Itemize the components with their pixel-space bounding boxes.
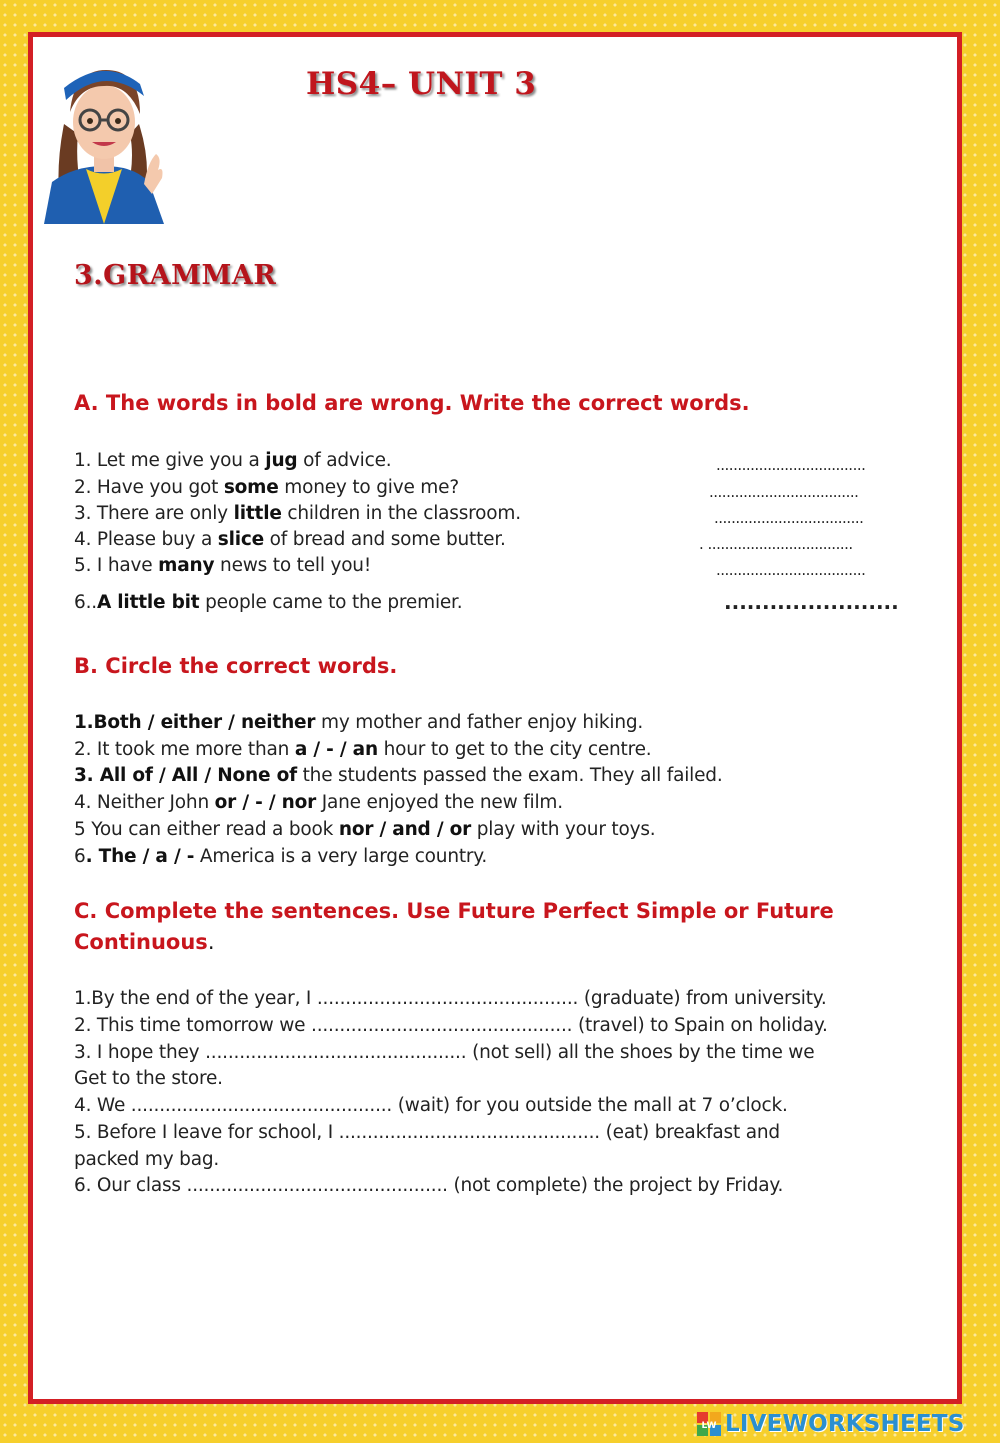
section-c-item-3-cont: Get to the store. <box>74 1068 223 1089</box>
section-b-item-1[interactable]: 1.Both / either / neither my mother and father enjoy hiking. <box>74 712 644 733</box>
answer-blank-a4[interactable]: . .................................. <box>699 535 853 553</box>
section-a-item-2: 2. Have you got some money to give me? <box>74 477 459 498</box>
section-b-item-3[interactable]: 3. All of / All / None of the students passed the exam. They all failed. <box>74 765 723 786</box>
section-title: 3.GRAMMAR <box>74 260 277 291</box>
answer-blank-a2[interactable]: ................................... <box>709 483 859 501</box>
section-a-heading: A. The words in bold are wrong. Write the correct words. <box>74 391 750 415</box>
answer-blank-a6[interactable]: ....................... <box>724 590 899 614</box>
teacher-avatar <box>44 54 164 224</box>
section-b-item-5[interactable]: 5 You can either read a book nor / and / or play with your toys. <box>74 819 656 840</box>
section-c-item-6[interactable]: 6. Our class .............................................. (not complete) the project by Friday. <box>74 1175 784 1196</box>
section-b-item-6[interactable]: 6. The / a / - America is a very large country. <box>74 846 488 867</box>
section-a-item-1: 1. Let me give you a jug of advice. <box>74 450 392 471</box>
svg-text:LW: LW <box>701 1421 717 1431</box>
section-a-item-3: 3. There are only little children in the classroom. <box>74 503 521 524</box>
liveworksheets-badge-icon <box>697 1412 721 1436</box>
section-b-heading: B. Circle the correct words. <box>74 654 398 678</box>
section-c-item-5[interactable]: 5. Before I leave for school, I .............................................. (eat) breakfast and <box>74 1122 780 1143</box>
section-a-item-4: 4. Please buy a slice of bread and some butter. <box>74 529 506 550</box>
liveworksheets-logo <box>697 1410 964 1438</box>
section-a-item-6: 6..A little bit people came to the premier. <box>74 592 463 613</box>
section-b-item-4[interactable]: 4. Neither John or / - / nor Jane enjoyed the new film. <box>74 792 563 813</box>
section-c-item-3[interactable]: 3. I hope they .............................................. (not sell) all the shoes by the time we <box>74 1042 815 1063</box>
answer-blank-a5[interactable]: ................................... <box>716 561 866 579</box>
section-c-item-4[interactable]: 4. We .............................................. (wait) for you outside the mall at 7 o’clock. <box>74 1095 788 1116</box>
worksheet-title: HS4– UNIT 3 <box>306 66 537 102</box>
section-b-item-2[interactable]: 2. It took me more than a / - / an hour to get to the city centre. <box>74 739 652 760</box>
liveworksheets-brand: LIVEWORKSHEETS <box>725 1411 965 1437</box>
answer-blank-a1[interactable]: ................................... <box>716 456 866 474</box>
section-c-item-2[interactable]: 2. This time tomorrow we .............................................. (travel) to Spain on holiday. <box>74 1015 828 1036</box>
section-c-item-5-cont: packed my bag. <box>74 1149 220 1170</box>
section-c-heading: C. Complete the sentences. Use Future Perfect Simple or Future Continuous. <box>74 899 834 954</box>
section-c-item-1[interactable]: 1.By the end of the year, I .............................................. (graduate) from university. <box>74 988 827 1009</box>
section-a-item-5: 5. I have many news to tell you! <box>74 555 372 576</box>
answer-blank-a3[interactable]: ................................... <box>714 509 864 527</box>
